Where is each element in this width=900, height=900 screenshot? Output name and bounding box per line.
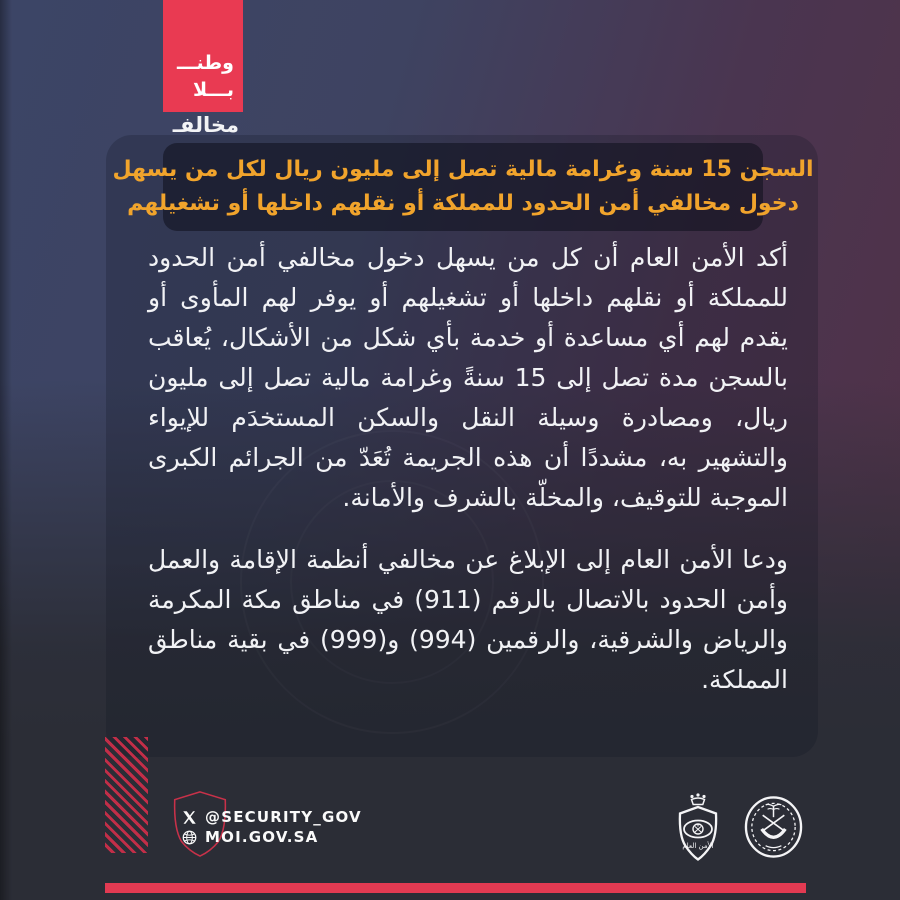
diagonal-stripes-decoration — [105, 737, 148, 853]
brand-logo-box — [163, 0, 243, 112]
brand-logo-line3: مخالفـ — [172, 113, 239, 137]
bottom-accent-bar — [105, 883, 806, 893]
x-handle-row — [182, 808, 362, 826]
x-handle: @SECURITY_GOV — [205, 808, 362, 826]
headline-line1: السجن 15 سنة وغرامة مالية تصل إلى مليون ريال لكل من يسهل — [112, 157, 814, 182]
x-icon — [182, 810, 197, 825]
article-body — [148, 238, 788, 722]
public-security-emblem-icon — [666, 792, 730, 862]
brand-logo-line2: بـــلا — [192, 79, 234, 101]
moi-emblem-icon — [743, 794, 804, 860]
globe-icon — [182, 830, 197, 845]
article-paragraph-2: ودعا الأمن العام إلى الإبلاغ عن مخالفي أنظمة الإقامة والعمل وأمن الحدود بالاتصال بالرقم (911) في مناطق مكة المكرمة والرياض والشرقية، والرقمين (994) و(999) في بقية مناطق المملكة. — [148, 545, 789, 694]
website-url: MOI.GOV.SA — [205, 828, 319, 846]
headline-box — [112, 143, 814, 231]
brand-logo-line1: وطنـــ — [177, 52, 234, 74]
headline-line2: دخول مخالفي أمن الحدود للمملكة أو نقلهم داخلها أو تشغيلهم — [127, 191, 799, 216]
left-edge-shadow — [0, 0, 12, 900]
security-emblem-label: الأمن العام — [682, 842, 714, 850]
article-paragraph-1: أكد الأمن العام أن كل من يسهل دخول مخالفي أمن الحدود للمملكة أو نقلهم داخلها أو تشغيلهم أو يوفر لهم المأوى أو يقدم لهم أي مساعدة أو خدمة بأي شكل من الأشكال، يُعاقب بالسجن مدة تصل إلى 15 سنةً وغرامة مالية تصل إلى مليون ريال، ومصادرة وسيلة النقل والسكن المستخدَم للإيواء والتشهير به، مشددًا أن هذه الجريمة تُعَدّ من الجرائم الكبرى الموجبة للتوقيف، والمخلّة بالشرف والأمانة. — [148, 243, 788, 512]
website-row — [182, 828, 318, 846]
